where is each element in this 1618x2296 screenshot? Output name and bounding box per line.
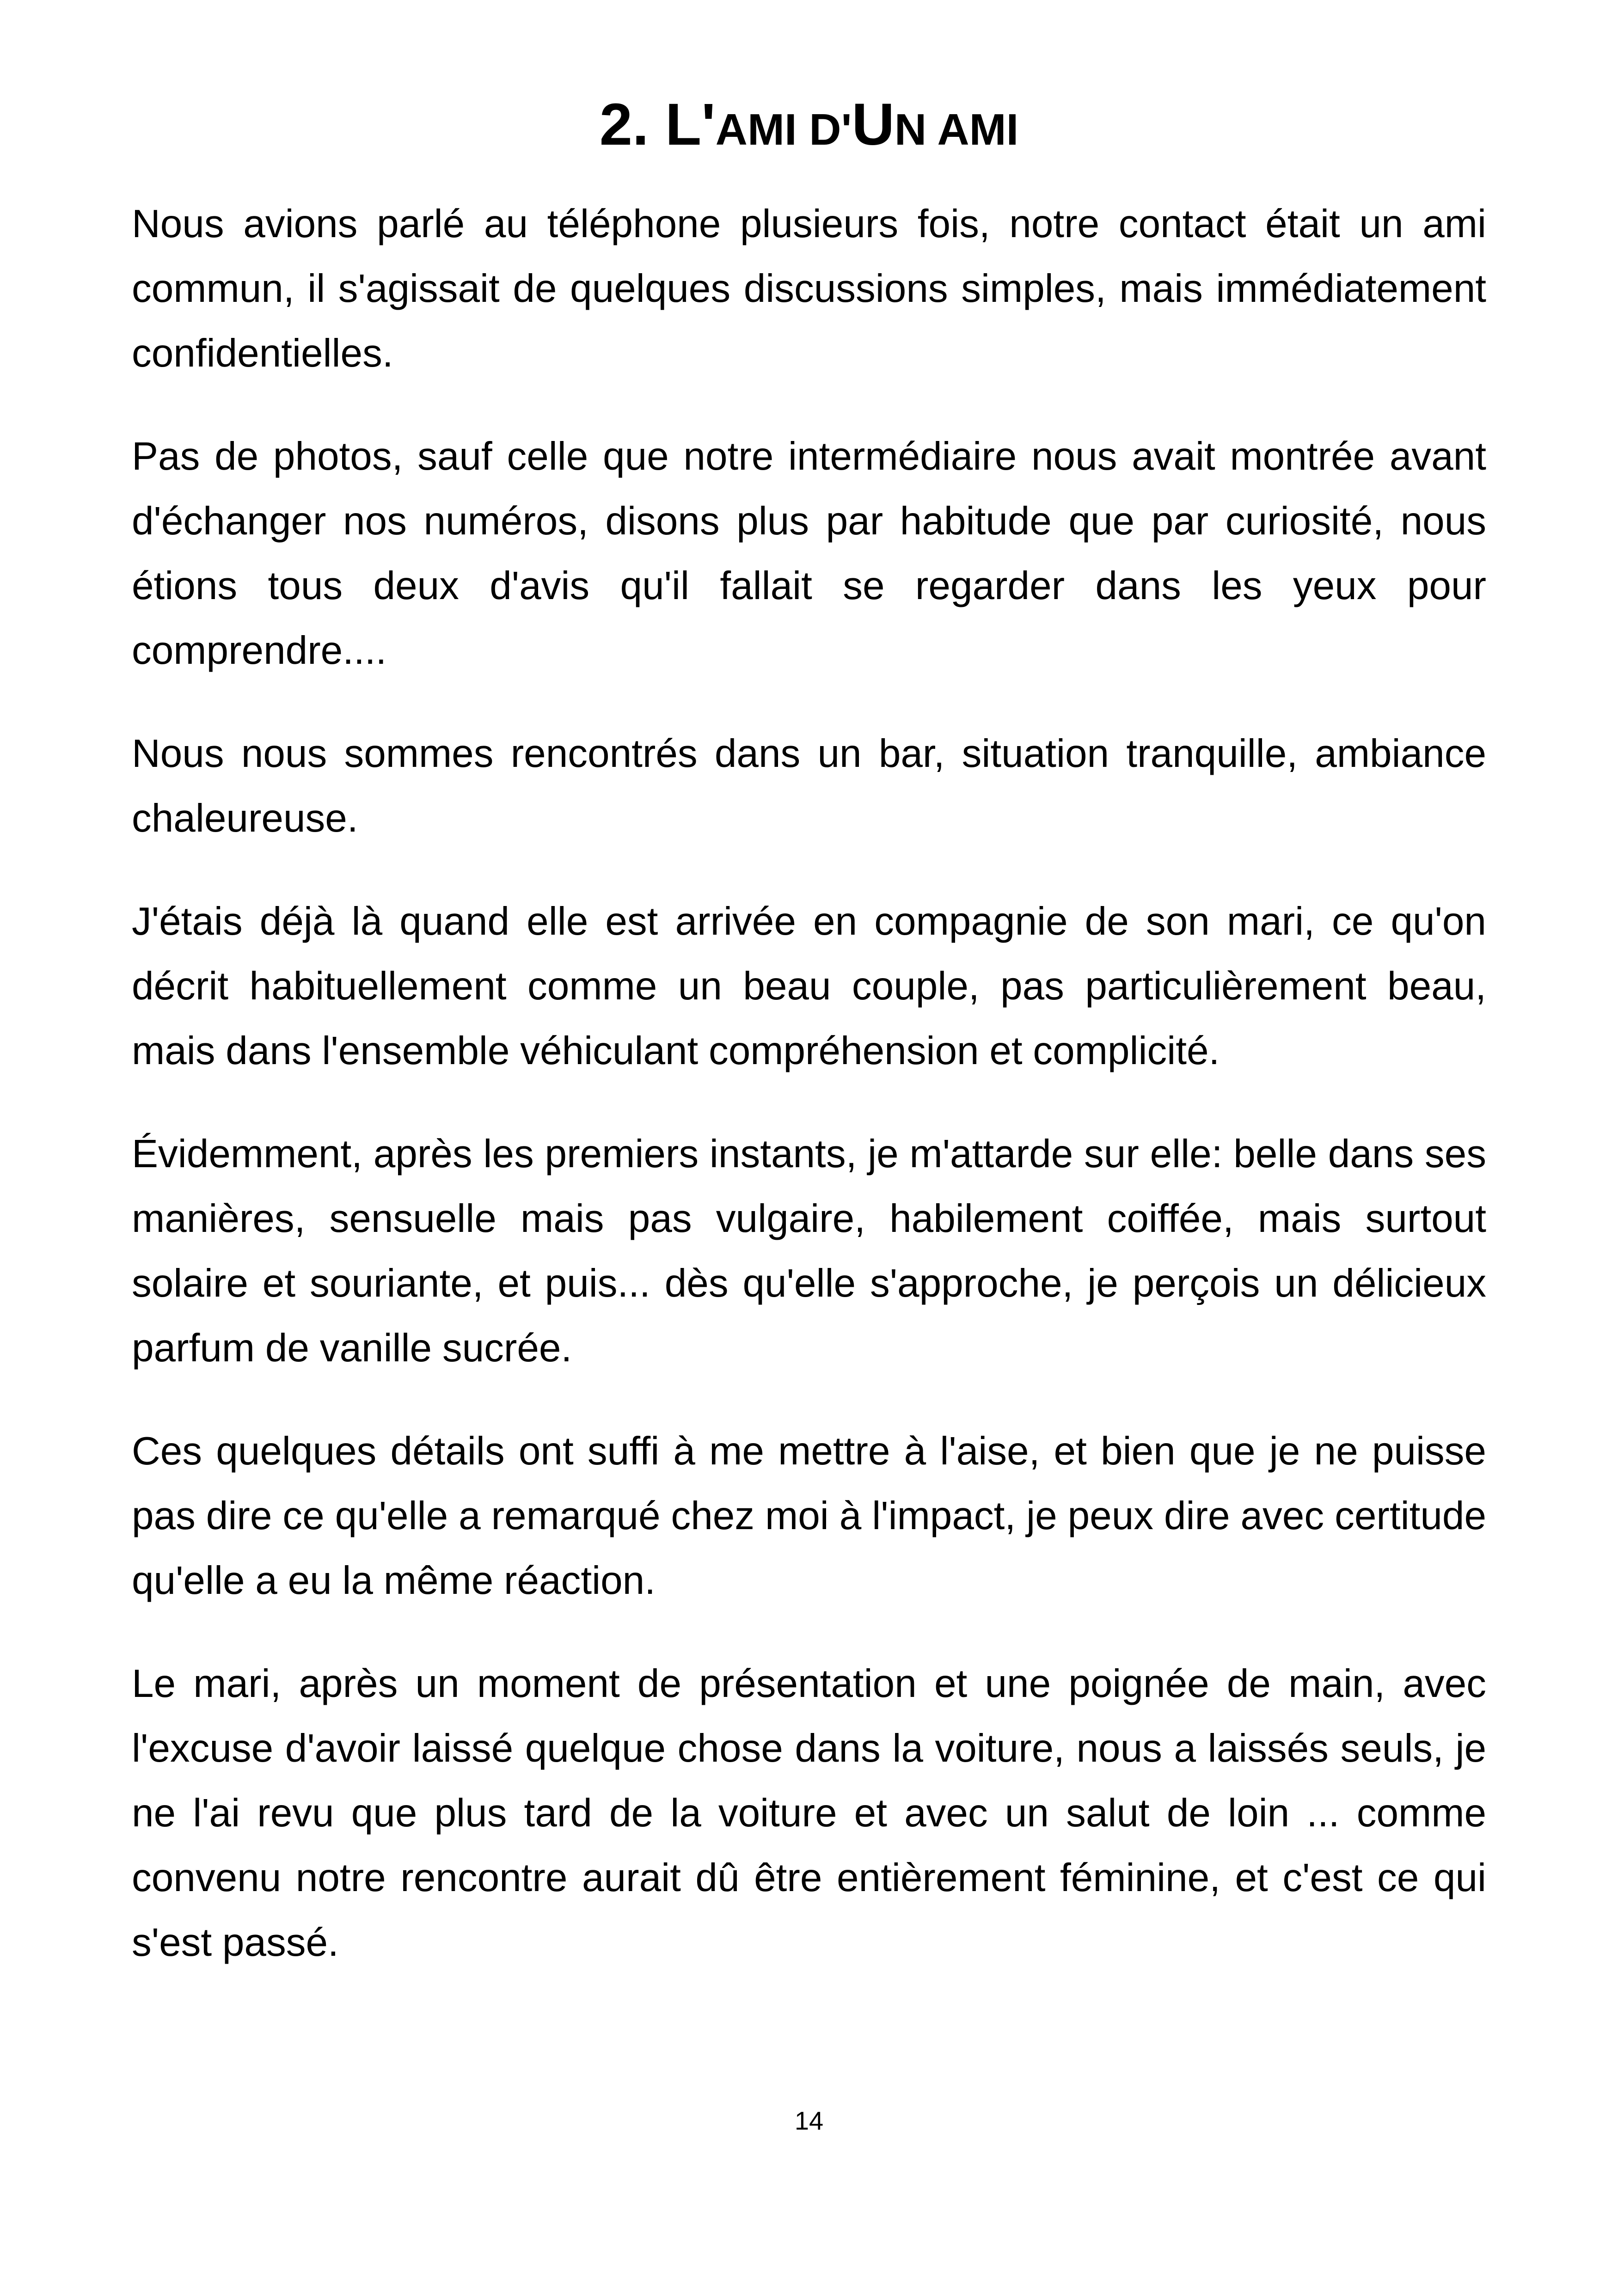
chapter-title-capital-u: U (852, 92, 895, 158)
paragraph-7: Le mari, après un moment de présentation et une poignée de main, avec l'excuse d'avoir laissé quelque chose dans la voiture, nous a laissés seuls, je ne l'ai revu que plus tard de la voiture et avec un salut de loin ... comme convenu notre rencontre aurait dû être entièrement féminine, et c'est ce qui s'est passé. (132, 1662, 1486, 1965)
chapter-title-number: 2. L' (599, 92, 716, 158)
paragraph-4: J'étais déjà là quand elle est arrivée en compagnie de son mari, ce qu'on décrit habituellement comme un beau couple, pas particulièrement beau, mais dans l'ensemble véhiculant compréhension et complicité. (132, 900, 1486, 1073)
page-number: 14 (794, 2106, 824, 2135)
paragraph-5: Évidemment, après les premiers instants, je m'attarde sur elle: belle dans ses manières, sensuelle mais pas vulgaire, habilement coiffée, mais surtout solaire et souriante, et puis... dès qu'elle s'approche, je perçois un délicieux parfum de vanille sucrée. (132, 1132, 1486, 1370)
paragraph-3: Nous nous sommes rencontrés dans un bar, situation tranquille, ambiance chaleureuse. (132, 732, 1486, 840)
chapter-title-smallcaps-1: AMI D' (715, 105, 852, 154)
paragraph-1: Nous avions parlé au téléphone plusieurs fois, notre contact était un ami commun, il s'agissait de quelques discussions simples, mais immédiatement confidentielles. (132, 202, 1486, 375)
paragraph-2: Pas de photos, sauf celle que notre intermédiaire nous avait montrée avant d'échanger nos numéros, disons plus par habitude que par curiosité, nous étions tous deux d'avis qu'il fallait se regarder dans les yeux pour comprendre.... (132, 435, 1486, 673)
paragraph-6: Ces quelques détails ont suffi à me mettre à l'aise, et bien que je ne puisse pas dire ce qu'elle a remarqué chez moi à l'impact, je peux dire avec certitude qu'elle a eu la même réaction. (132, 1429, 1486, 1603)
chapter-title (0, 86, 1618, 169)
body-text (132, 192, 1486, 2014)
chapter-title-smallcaps-2: N AMI (894, 105, 1019, 154)
